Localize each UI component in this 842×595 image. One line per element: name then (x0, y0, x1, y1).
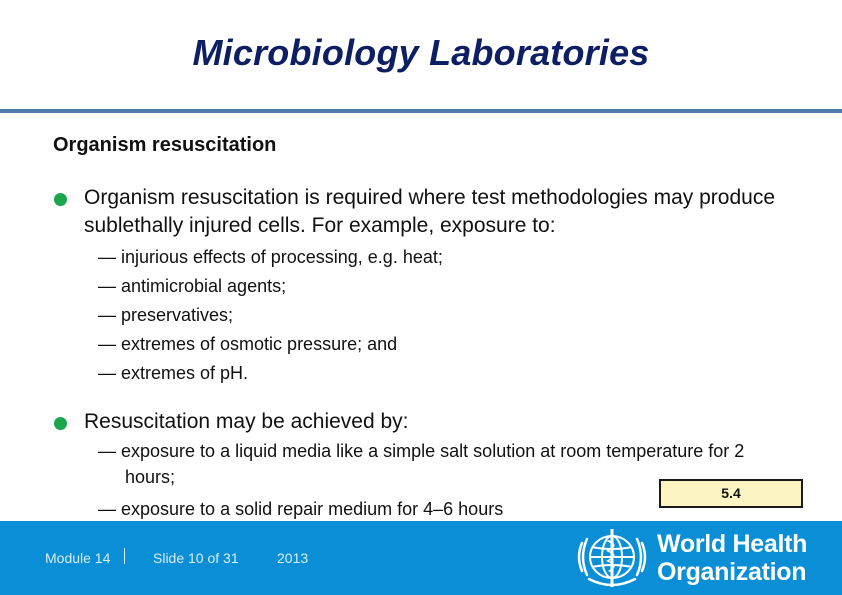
sub-list-item: — antimicrobial agents; (98, 276, 287, 296)
sub-list (98, 243, 443, 388)
sub-list-item: — injurious effects of processing, e.g. heat; (98, 247, 443, 267)
sub-list-item: — extremes of pH. (98, 363, 249, 383)
footer-year: 2013 (277, 550, 309, 566)
footer-bar (0, 521, 842, 595)
bullet-text: Organism resuscitation is required where test methodologies may produce sublethally injured cells. For example, exposure to: (84, 186, 776, 237)
sub-list-item: — extremes of osmotic pressure; and (98, 334, 398, 354)
sub-list-item: — exposure to a liquid media like a simple salt solution at room temperature for 2 hours; (98, 441, 745, 487)
section-heading: Organism resuscitation (53, 134, 277, 156)
slide-title: Microbiology Laboratories (192, 32, 650, 73)
sub-list-item: — preservatives; (98, 305, 234, 325)
slide-section-badge: 5.4 (659, 479, 803, 508)
slide-number: Slide 10 of 31 (153, 550, 239, 566)
logo-line-2: Organization (657, 558, 807, 586)
bullet-dot-icon (54, 417, 67, 430)
bullet-item (54, 408, 794, 438)
footer-separator (124, 548, 125, 564)
bullet-text: Resuscitation may be achieved by: (84, 410, 409, 433)
who-emblem-icon (573, 525, 651, 591)
bullet-item (54, 184, 794, 244)
who-logo-text (657, 530, 807, 586)
sub-list-item: — exposure to a solid repair medium for 4–6 hours (98, 499, 504, 519)
title-divider (0, 109, 842, 113)
bullet-dot-icon (54, 193, 67, 206)
logo-line-1: World Health (657, 530, 808, 558)
module-label: Module 14 (45, 550, 111, 566)
